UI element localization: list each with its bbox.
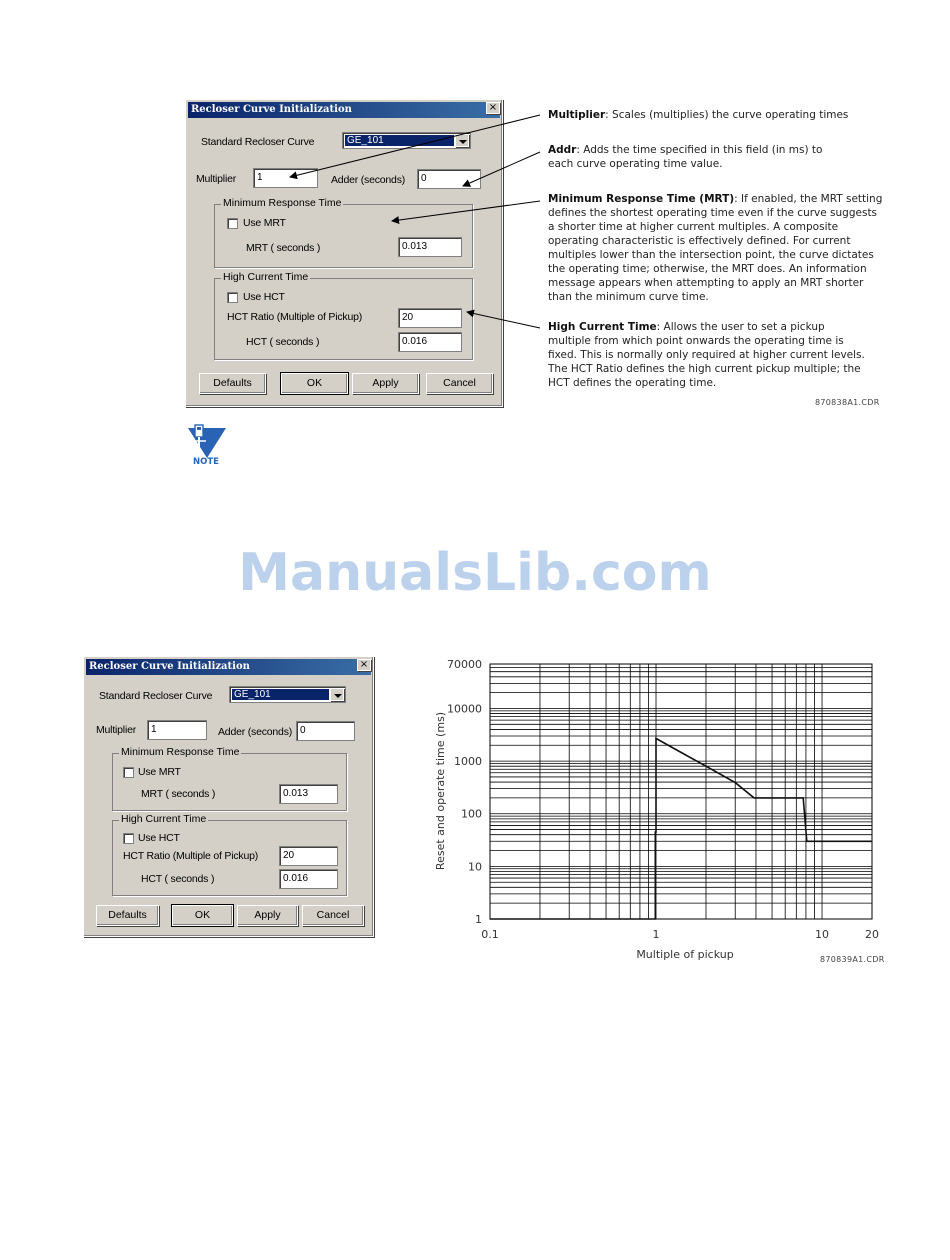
mrt-label: MRT ( seconds ) — [246, 242, 321, 254]
adder-label: Adder (seconds) — [218, 726, 293, 738]
std-curve-label: Standard Recloser Curve — [201, 136, 315, 148]
hct-label: HCT ( seconds ) — [141, 873, 215, 885]
adder-field[interactable]: 0 — [417, 169, 481, 189]
x-axis-label: Multiple of pickup — [636, 948, 734, 961]
apply-button[interactable]: Apply — [352, 373, 419, 394]
std-curve-label: Standard Recloser Curve — [99, 690, 213, 702]
multiplier-term: Multiplier — [548, 109, 606, 121]
y-axis-label: Reset and operate time (ms) — [434, 711, 447, 871]
multiplier-label: Multiplier — [96, 724, 137, 736]
cancel-button[interactable]: Cancel — [302, 905, 364, 926]
use-hct-label: Use HCT — [138, 832, 180, 844]
std-curve-select[interactable] — [229, 686, 346, 703]
annotation-hct — [548, 320, 866, 390]
multiplier-field[interactable]: 1 — [147, 720, 207, 740]
figure1-id: 870838A1.CDR — [815, 398, 880, 407]
use-hct-checkbox[interactable] — [123, 833, 134, 844]
use-mrt-label: Use MRT — [138, 766, 181, 778]
cancel-button[interactable]: Cancel — [426, 373, 493, 394]
y-tick-label: 10 — [468, 860, 482, 874]
x-tick-label: 10 — [815, 928, 830, 941]
addr-desc: : Adds the time specified in this field (in ms) to each curve operating time value. — [548, 144, 823, 170]
multiplier-desc: : Scales (multiplies) the curve operating times — [605, 109, 849, 121]
arrow-hct — [467, 312, 540, 328]
hct-field[interactable]: 0.016 — [279, 869, 338, 889]
use-mrt-checkbox[interactable] — [123, 767, 134, 778]
arrow-multiplier — [290, 115, 540, 177]
hct-ratio-label: HCT Ratio (Multiple of Pickup) — [123, 850, 259, 862]
note-label: NOTE — [193, 457, 219, 467]
recloser-dialog-bottom — [83, 656, 374, 937]
y-tick-label: 10000 — [447, 702, 482, 716]
chart-grid — [490, 664, 872, 919]
std-curve-value: GE_101 — [345, 135, 454, 146]
mrt-field[interactable]: 0.013 — [398, 237, 462, 257]
hct-desc: : Allows the user to set a pickup multiple from which point onwards the operating time is fixed. This is normally only required at higher current levels. The HCT Ratio defines the high current pickup multiple; the HCT defines the operating time. — [548, 321, 865, 389]
mrt-label: MRT ( seconds ) — [141, 788, 216, 800]
apply-button[interactable]: Apply — [237, 905, 298, 926]
annotation-mrt — [548, 192, 883, 304]
close-icon[interactable]: × — [357, 659, 371, 671]
x-tick-label: 20 — [865, 928, 879, 941]
y-tick-label: 1000 — [454, 755, 482, 769]
y-tick-label: 100 — [461, 807, 482, 821]
hct-group — [112, 813, 347, 896]
hct-group-title: High Current Time — [121, 813, 207, 825]
hct-field[interactable]: 0.016 — [398, 332, 462, 352]
hct-ratio-field[interactable]: 20 — [279, 846, 338, 866]
x-tick-label: 1 — [652, 928, 660, 941]
hct-label: HCT ( seconds ) — [246, 336, 320, 348]
adder-field[interactable]: 0 — [296, 721, 355, 741]
annotation-addr — [548, 143, 848, 171]
mrt-group-title: Minimum Response Time — [223, 197, 342, 209]
hct-term: High Current Time — [548, 321, 657, 333]
defaults-button[interactable]: Defaults — [96, 905, 159, 926]
mrt-field[interactable]: 0.013 — [279, 784, 338, 804]
hct-group-title: High Current Time — [223, 271, 309, 283]
y-tick-label: 1 — [475, 913, 482, 926]
addr-term: Addr — [548, 144, 577, 156]
figure2-id: 870839A1.CDR — [820, 955, 885, 964]
multiplier-label: Multiplier — [196, 173, 237, 185]
std-curve-value: GE_101 — [232, 689, 329, 700]
mrt-group-title: Minimum Response Time — [121, 746, 240, 758]
mrt-desc: : If enabled, the MRT setting defines the shortest operating time even if the curve suggests a shorter time at higher current multiples. A composite operating characteristic is effectively defined. For current multiples lower than the intersection point, the curve dictates the operating time; otherwise, the MRT does. An information message appears when attempting to apply an MRT shorter than the minimum curve time. — [548, 193, 883, 303]
y-tick-label: 70000 — [447, 658, 482, 671]
use-hct-label: Use HCT — [243, 291, 285, 303]
annotation-multiplier — [548, 108, 883, 122]
hct-ratio-label: HCT Ratio (Multiple of Pickup) — [227, 311, 363, 323]
multiplier-field[interactable]: 1 — [253, 168, 318, 188]
operate-time-chart — [420, 648, 900, 968]
dialog-title: Recloser Curve Initialization — [188, 102, 500, 118]
use-mrt-label: Use MRT — [243, 217, 286, 229]
defaults-button[interactable]: Defaults — [199, 373, 266, 394]
adder-label: Adder (seconds) — [331, 174, 406, 186]
chevron-down-icon[interactable] — [330, 688, 344, 701]
hct-ratio-field[interactable]: 20 — [398, 308, 462, 328]
x-tick-label: 0.1 — [481, 928, 499, 941]
arrow-mrt — [392, 201, 540, 221]
watermark: ManualsLib.com — [238, 543, 712, 603]
dialog-title: Recloser Curve Initialization — [86, 659, 371, 675]
arrow-adder — [463, 152, 540, 186]
ok-button[interactable]: OK — [281, 373, 348, 394]
close-icon[interactable]: × — [486, 102, 500, 114]
mrt-term: Minimum Response Time (MRT) — [548, 193, 735, 205]
mrt-group — [112, 746, 347, 811]
ok-button[interactable]: OK — [172, 905, 233, 926]
